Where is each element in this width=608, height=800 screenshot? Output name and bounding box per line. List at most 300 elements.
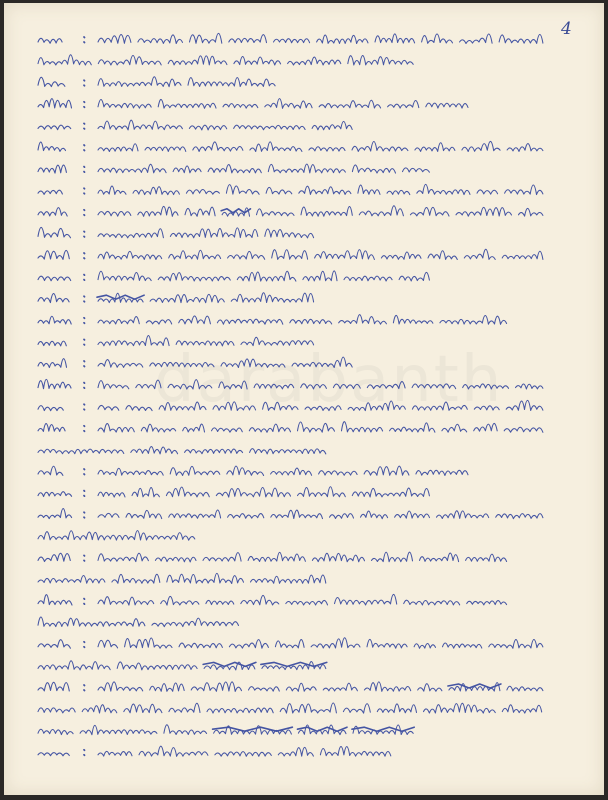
word-stroke [141,424,175,432]
word-stroke [265,229,314,238]
word-stroke [179,643,222,648]
word-stroke [388,101,419,109]
speaker-name-stroke [38,227,71,237]
manuscript-line [38,357,352,367]
word-stroke [125,638,172,648]
colon-stroke [84,750,85,756]
word-stroke [98,100,151,109]
manuscript-line [38,249,543,259]
word-stroke [98,164,166,173]
manuscript-line [38,617,239,627]
word-stroke [290,319,332,324]
word-stroke [417,184,470,194]
speaker-name-stroke [38,341,66,346]
word-stroke [38,617,145,627]
word-stroke [185,449,243,454]
word-stroke [193,142,243,152]
manuscript-line [38,206,543,216]
word-stroke [404,600,460,605]
word-stroke [152,618,239,627]
word-stroke [217,319,282,324]
word-stroke [173,166,201,173]
word-stroke [98,405,119,410]
speaker-name-stroke [38,406,63,411]
word-stroke [263,402,298,410]
word-stroke [364,466,409,475]
manuscript-line [38,164,429,173]
word-stroke [167,573,244,583]
word-stroke [183,424,205,432]
word-stroke [133,187,179,195]
word-stroke [502,705,541,713]
colon-stroke [84,37,85,43]
word-stroke [381,252,421,259]
word-stroke [254,384,294,389]
word-stroke [364,682,410,691]
word-stroke [268,164,345,173]
manuscript-line [38,422,543,433]
word-stroke [138,35,183,44]
word-stroke [298,487,346,497]
word-stroke [251,575,326,583]
word-stroke [186,190,219,195]
word-stroke [159,402,206,410]
speaker-name-stroke [38,38,62,43]
speaker-name-stroke [38,208,67,216]
word-stroke [223,104,258,109]
word-stroke [124,704,162,713]
word-stroke [274,39,310,43]
word-stroke [98,424,134,433]
word-stroke [208,165,261,173]
word-stroke [319,471,358,476]
word-stroke [474,406,499,410]
word-stroke [98,381,129,389]
word-stroke [168,380,212,389]
word-stroke [390,423,435,432]
colon-stroke [84,685,85,691]
manuscript-line [38,141,543,151]
colon-stroke [84,383,85,389]
word-stroke [188,78,275,87]
word-stroke [278,747,313,756]
word-stroke [333,384,360,389]
word-stroke [403,168,430,172]
word-stroke [185,207,215,216]
word-stroke [361,511,388,519]
colon-stroke [84,80,85,86]
word-stroke [344,276,392,281]
word-stroke [226,185,259,195]
manuscript-line [38,227,314,237]
word-stroke [98,229,163,238]
word-stroke [150,362,214,367]
word-stroke [136,380,161,389]
word-stroke [292,357,352,367]
manuscript-line [38,271,429,281]
manuscript-line [38,400,543,410]
word-stroke [98,77,181,87]
word-stroke [467,601,507,605]
word-stroke [415,143,455,152]
manuscript-line [38,184,543,194]
word-stroke [395,511,430,518]
word-stroke [412,384,456,389]
word-stroke [375,34,415,43]
word-stroke [231,293,313,303]
word-stroke [330,514,354,519]
manuscript-line [38,638,543,648]
speaker-name-stroke [38,190,62,194]
word-stroke [241,595,279,605]
word-stroke [519,208,543,216]
word-stroke [301,384,327,389]
word-stroke [460,34,493,44]
speaker-name-stroke [38,316,71,324]
word-stroke [275,640,304,648]
word-stroke [348,56,413,65]
manuscript-line [38,315,507,325]
word-stroke [38,575,105,583]
word-stroke [317,35,368,43]
word-stroke [190,33,222,43]
manuscript-line [38,293,314,303]
colon-stroke [84,145,85,151]
word-stroke [98,35,131,44]
word-stroke [309,147,345,151]
word-stroke [189,125,226,130]
manuscript-line [38,746,391,756]
word-stroke [132,488,159,497]
speaker-name-stroke [38,492,72,497]
word-stroke [367,382,405,389]
colon-stroke [84,339,85,345]
manuscript-line [38,120,352,130]
manuscript-line [38,573,326,583]
strike-through-stroke [97,295,144,299]
word-stroke [117,662,197,670]
word-stroke [323,683,357,691]
word-stroke [299,186,351,194]
word-stroke [98,55,161,65]
speaker-name-stroke [38,379,71,388]
word-stroke [176,341,234,346]
word-stroke [158,99,216,108]
colon-stroke [84,296,85,302]
word-stroke [387,190,410,194]
word-stroke [98,468,163,475]
word-stroke [504,427,543,432]
strike-through-stroke [213,727,293,731]
colon-stroke [84,599,85,605]
word-stroke [155,557,196,562]
colon-stroke [84,642,85,648]
colon-stroke [84,469,85,475]
manuscript-line [38,33,543,43]
colon-stroke [84,275,85,281]
colon-stroke [84,491,85,497]
word-stroke [150,683,185,691]
word-stroke [213,402,256,411]
word-stroke [477,190,498,194]
word-stroke [303,271,337,281]
word-stroke [348,401,405,411]
word-stroke [265,99,312,109]
word-stroke [98,186,126,194]
word-stroke [98,513,119,517]
word-stroke [38,661,110,670]
word-stroke [139,746,208,756]
word-stroke [305,406,341,411]
manuscript-page [4,3,604,795]
word-stroke [82,705,117,713]
word-stroke [38,55,91,65]
word-stroke [228,251,265,259]
word-stroke [145,147,186,152]
colon-stroke [84,253,85,259]
word-stroke [286,683,316,691]
word-stroke [343,704,370,713]
speaker-name-stroke [38,294,69,303]
word-stroke [215,752,271,757]
colon-stroke [84,555,85,561]
word-stroke [312,553,364,561]
word-stroke [170,228,257,238]
manuscript-line [38,725,414,735]
colon-stroke [84,210,85,216]
word-stroke [393,315,433,324]
word-stroke [80,725,157,734]
word-stroke [272,250,308,260]
watermark: darabanth [154,343,504,417]
word-stroke [464,249,495,259]
word-stroke [499,35,543,44]
page-number: 4 [561,19,572,39]
word-stroke [301,207,352,217]
colon-stroke [84,361,85,367]
word-stroke [241,337,314,345]
word-stroke [131,447,178,454]
word-stroke [169,510,221,518]
strike-through-stroke [203,662,256,666]
word-stroke [164,725,207,735]
word-stroke [38,531,195,541]
word-stroke [250,449,326,454]
colon-stroke [84,231,85,237]
word-stroke [286,600,328,605]
word-stroke [298,422,335,432]
manuscript-line [38,594,507,605]
speaker-name-stroke [38,250,69,259]
word-stroke [98,492,125,497]
word-stroke [456,207,512,216]
word-stroke [166,487,209,497]
word-stroke [168,56,227,65]
word-stroke [352,141,408,151]
word-stroke [203,553,241,562]
word-stroke [424,703,496,713]
word-stroke [161,596,199,605]
word-stroke [249,424,290,432]
word-stroke [489,639,543,648]
word-stroke [179,316,211,324]
manuscript-line [38,77,275,87]
word-stroke [98,553,148,561]
word-stroke [507,686,543,691]
word-stroke [399,272,429,281]
word-stroke [38,708,75,713]
word-stroke [352,488,429,497]
word-stroke [315,250,375,260]
manuscript-line [38,336,314,346]
speaker-name-stroke [38,276,71,281]
word-stroke [339,315,387,325]
word-stroke [237,271,296,281]
word-stroke [352,165,395,173]
word-stroke [358,185,380,194]
word-stroke [428,251,457,260]
word-stroke [206,600,234,604]
word-stroke [312,121,352,129]
word-stroke [38,449,124,454]
word-stroke [506,400,543,410]
word-stroke [319,100,381,108]
word-stroke [227,466,264,475]
speaker-name-stroke [38,753,69,756]
word-stroke [443,643,482,648]
manuscript-line [38,447,326,454]
word-stroke [169,703,200,712]
colon-stroke [84,123,85,128]
word-stroke [502,251,543,259]
word-stroke [112,574,160,583]
word-stroke [496,514,543,519]
word-stroke [507,144,543,152]
word-stroke [221,359,285,368]
word-stroke [474,423,498,431]
word-stroke [440,315,507,324]
word-stroke [228,514,264,519]
speaker-name-stroke [38,165,66,173]
colon-stroke [84,426,85,432]
manuscript-line [38,487,429,497]
word-stroke [420,553,459,562]
word-stroke [207,708,273,713]
speaker-name-stroke [38,466,63,475]
word-stroke [418,684,442,692]
word-stroke [98,251,162,259]
word-stroke [191,682,241,691]
word-stroke [150,294,224,302]
word-stroke [505,185,543,195]
word-stroke [98,336,169,346]
word-stroke [98,640,118,648]
manuscript-line [38,661,327,670]
word-stroke [98,751,132,756]
word-stroke [98,597,154,605]
word-stroke [462,141,500,151]
manuscript-line [38,379,543,389]
word-stroke [98,360,143,368]
speaker-name-stroke [38,125,71,129]
word-stroke [437,511,489,519]
manuscript-line [38,509,543,519]
manuscript-line [38,99,468,109]
handwritten-script [4,3,604,795]
manuscript-line [38,552,507,562]
word-stroke [169,250,221,259]
word-stroke [342,422,383,432]
word-stroke [234,125,305,130]
word-stroke [359,206,403,216]
word-stroke [38,729,73,734]
word-stroke [311,638,360,648]
word-stroke [250,142,302,152]
word-stroke [229,35,267,43]
colon-stroke [84,167,85,173]
manuscript-line [38,531,195,541]
word-stroke [416,470,468,475]
word-stroke [288,57,341,65]
word-stroke [442,424,467,432]
word-stroke [219,381,247,389]
word-stroke [466,554,507,562]
word-stroke [158,273,230,281]
speaker-name-stroke [38,509,72,519]
speaker-name-stroke [38,359,67,368]
word-stroke [372,552,413,562]
word-stroke [98,317,139,324]
word-stroke [98,120,182,130]
word-stroke [257,209,295,216]
word-stroke [280,703,336,713]
colon-stroke [84,318,85,324]
word-stroke [271,468,312,475]
colon-stroke [84,102,85,108]
word-stroke [146,320,171,324]
word-stroke [414,643,435,648]
word-stroke [377,704,416,713]
word-stroke [426,103,468,108]
word-stroke [335,594,397,605]
word-stroke [422,34,453,43]
word-stroke [266,187,292,194]
manuscript-line [38,682,543,692]
word-stroke [138,206,178,216]
speaker-name-stroke [38,595,72,605]
word-stroke [320,747,390,757]
manuscript-line [38,703,542,713]
colon-stroke [84,404,85,410]
word-stroke [271,510,323,519]
colon-stroke [84,512,85,518]
word-stroke [249,687,280,692]
word-stroke [98,211,131,216]
manuscript-line [38,466,468,475]
word-stroke [410,207,449,216]
word-stroke [234,56,281,65]
word-stroke [412,402,467,410]
word-stroke [212,428,243,432]
word-stroke [98,271,151,280]
speaker-name-stroke [38,142,66,151]
word-stroke [367,639,407,648]
speaker-name-stroke [38,77,65,86]
word-stroke [216,488,290,498]
word-stroke [98,144,138,152]
word-stroke [126,510,162,518]
speaker-name-stroke [38,424,65,432]
